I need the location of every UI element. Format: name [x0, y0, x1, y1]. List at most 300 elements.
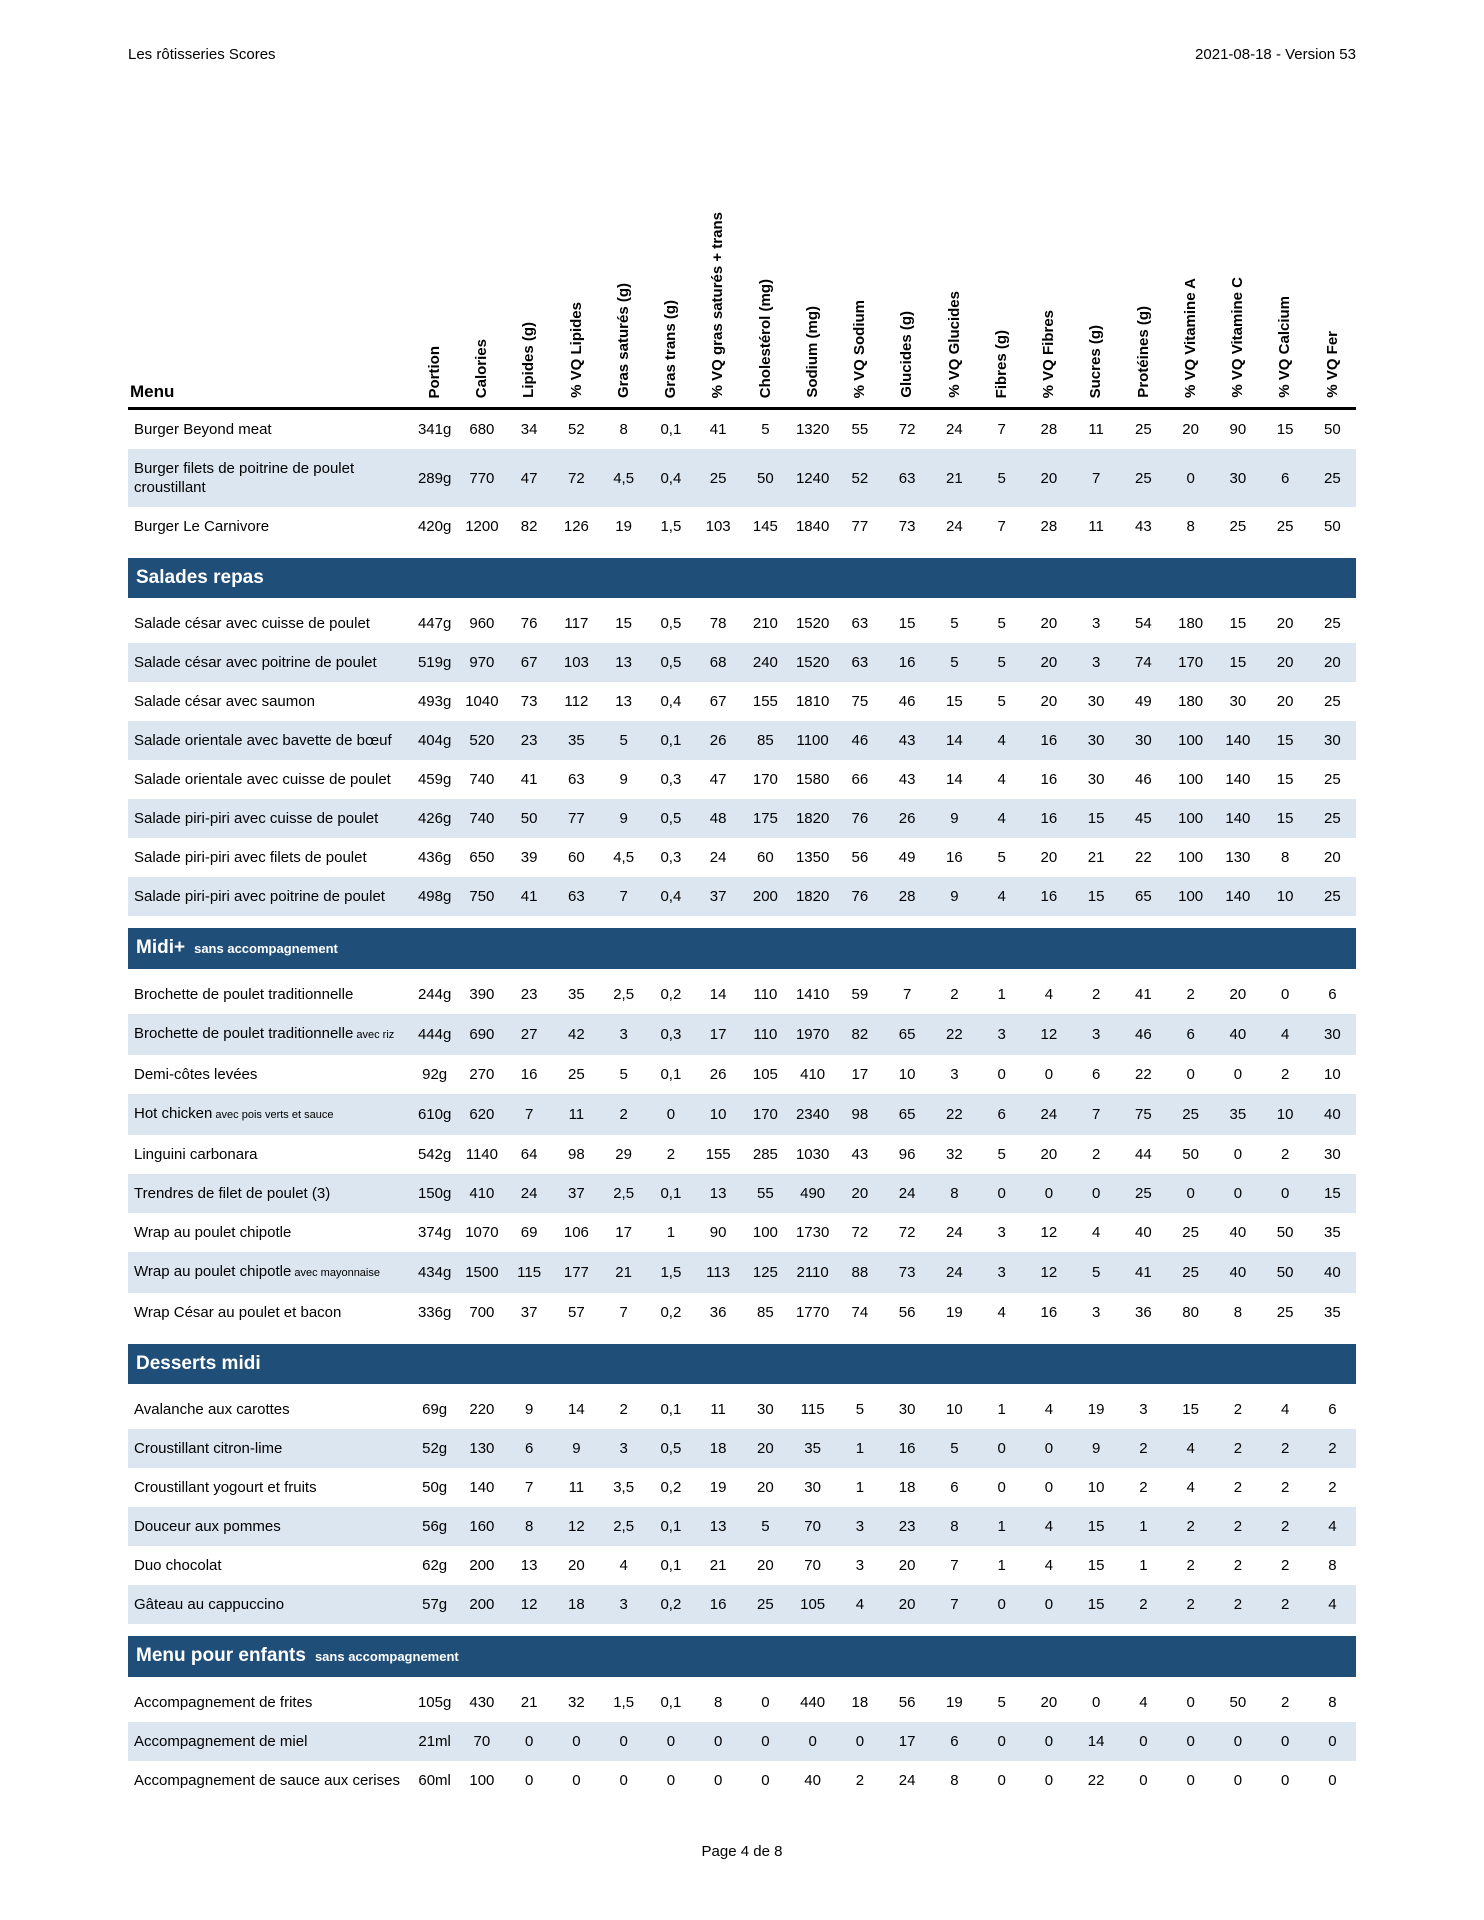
value-cell: 55	[851, 421, 869, 438]
value-cell: 21	[931, 449, 978, 507]
value-cell: 2	[600, 1094, 647, 1135]
value-cell: 4	[978, 721, 1025, 760]
value-cell: 6	[931, 1722, 978, 1761]
value-cell: 220	[469, 1401, 495, 1418]
value-cell: 80	[1182, 1304, 1199, 1321]
value-cell: 5	[761, 421, 770, 438]
value-cell: 7	[902, 986, 912, 1003]
value-cell: 0,1	[647, 1507, 694, 1546]
value-cell: 447g	[417, 615, 452, 632]
value-cell: 1100	[789, 721, 836, 760]
value-cell: 1	[666, 1224, 676, 1241]
value-cell: 14	[568, 1401, 585, 1418]
value-cell: 2	[1214, 1429, 1261, 1468]
value-cell: 28	[1040, 518, 1058, 535]
value-cell: 374g	[417, 1224, 452, 1241]
value-cell: 0	[1280, 986, 1290, 1003]
page-number: Page 4 de 8	[701, 1843, 783, 1860]
column-header: Sucres (g)	[1073, 130, 1120, 409]
value-cell: 2	[1309, 1429, 1356, 1468]
value-cell: 14	[946, 771, 963, 788]
value-cell: 19	[1087, 1401, 1105, 1418]
value-cell: 2	[1214, 1507, 1261, 1546]
value-cell: 0	[600, 1722, 647, 1761]
value-cell: 140	[1225, 771, 1251, 788]
value-cell: 6	[978, 1094, 1025, 1135]
menu-item-name: Avalanche aux carottes	[134, 1401, 290, 1418]
value-cell: 24	[506, 1174, 553, 1213]
value-cell: 50	[1324, 421, 1341, 438]
value-cell: 100	[1167, 799, 1214, 838]
value-cell: 19	[615, 518, 632, 535]
value-cell: 130	[458, 1429, 505, 1468]
value-cell: 50	[742, 449, 789, 507]
table-row	[128, 972, 1356, 1014]
value-cell: 3	[1073, 1014, 1120, 1055]
value-cell: 0	[713, 1772, 723, 1789]
value-cell: 20	[1025, 643, 1072, 682]
value-cell: 2	[1120, 1429, 1167, 1468]
value-cell: 15	[1276, 771, 1294, 788]
menu-item-name: Accompagnement de frites	[134, 1694, 313, 1711]
menu-item-name: Hot chicken avec pois verts et sauce	[128, 1094, 411, 1135]
value-cell: 76	[836, 799, 883, 838]
value-cell: 22	[1135, 849, 1152, 866]
value-cell: 1320	[795, 421, 830, 438]
value-cell: 7	[950, 1557, 959, 1574]
value-cell: 4	[1044, 986, 1054, 1003]
value-cell: 145	[752, 518, 778, 535]
value-cell: 37	[553, 1174, 600, 1213]
value-cell: 270	[469, 1066, 495, 1083]
table-row	[128, 760, 1356, 799]
value-cell: 43	[851, 1146, 869, 1163]
value-cell: 0	[1328, 1772, 1337, 1789]
value-cell: 410	[800, 1066, 826, 1083]
value-cell: 0	[1120, 1722, 1167, 1761]
value-cell: 13	[615, 693, 632, 710]
value-cell: 6	[506, 1429, 553, 1468]
value-cell: 67	[506, 643, 553, 682]
value-cell: 4	[1280, 1401, 1290, 1418]
value-cell: 0	[1214, 1174, 1261, 1213]
value-cell: 0	[742, 1722, 789, 1761]
value-cell: 54	[1135, 615, 1152, 632]
value-cell: 1500	[458, 1252, 505, 1293]
menu-item-name: Salade césar avec cuisse de poulet	[134, 615, 370, 632]
value-cell: 32	[568, 1694, 585, 1711]
table-row	[128, 1055, 1356, 1094]
value-cell: 177	[553, 1252, 600, 1293]
value-cell: 40	[1135, 1224, 1152, 1241]
value-cell: 140	[1214, 799, 1261, 838]
value-cell: 0	[553, 1722, 600, 1761]
value-cell: 1520	[789, 643, 836, 682]
value-cell: 9	[600, 799, 647, 838]
column-header: % VQ Calcium	[1262, 130, 1309, 409]
value-cell: 2	[1214, 1585, 1261, 1630]
value-cell: 37	[520, 1304, 538, 1321]
value-cell: 1200	[465, 518, 499, 535]
value-cell: 1240	[789, 449, 836, 507]
column-header: % VQ Fer	[1309, 130, 1356, 409]
table-row	[128, 1094, 1356, 1135]
section-title	[128, 1630, 1356, 1680]
value-cell: 40	[1229, 1224, 1247, 1241]
value-cell: 0	[647, 1722, 694, 1761]
value-cell: 20	[1040, 693, 1058, 710]
value-cell: 25	[1324, 771, 1341, 788]
value-cell: 30	[1309, 721, 1356, 760]
value-cell: 49	[1135, 693, 1152, 710]
value-cell: 60ml	[418, 1772, 451, 1789]
value-cell: 0,5	[647, 643, 694, 682]
value-cell: 11	[710, 1401, 726, 1418]
value-cell: 35	[568, 986, 585, 1003]
value-cell: 72	[898, 421, 916, 438]
value-cell: 5	[950, 615, 959, 632]
value-cell: 19	[946, 1694, 963, 1711]
value-cell: 75	[851, 693, 869, 710]
value-cell: 620	[458, 1094, 505, 1135]
table-row	[128, 1213, 1356, 1252]
value-cell: 12	[1025, 1014, 1072, 1055]
value-cell: 24	[709, 849, 727, 866]
value-cell: 73	[898, 518, 916, 535]
value-cell: 160	[458, 1507, 505, 1546]
value-cell: 100	[1167, 721, 1214, 760]
value-cell: 2	[1233, 1401, 1243, 1418]
value-cell: 0,4	[647, 449, 694, 507]
value-cell: 52	[568, 421, 585, 438]
section-header-row	[128, 922, 1356, 972]
value-cell: 0	[836, 1722, 883, 1761]
value-cell: 289g	[411, 449, 458, 507]
value-cell: 36	[709, 1304, 727, 1321]
value-cell: 23	[884, 1507, 931, 1546]
value-cell: 140	[1214, 877, 1261, 922]
value-cell: 110	[753, 986, 778, 1003]
value-cell: 21	[600, 1252, 647, 1293]
value-cell: 85	[742, 721, 789, 760]
value-cell: 15	[1073, 799, 1120, 838]
value-cell: 125	[742, 1252, 789, 1293]
value-cell: 44	[1135, 1146, 1152, 1163]
value-cell: 0	[997, 1772, 1006, 1789]
value-cell: 20	[568, 1557, 585, 1574]
value-cell: 2	[1280, 1146, 1290, 1163]
value-cell: 2	[1233, 1479, 1243, 1496]
value-cell: 0	[1167, 1174, 1214, 1213]
value-cell: 46	[1120, 1014, 1167, 1055]
value-cell: 200	[469, 1557, 495, 1574]
value-cell: 2	[1186, 1557, 1195, 1574]
value-cell: 90	[709, 1224, 727, 1241]
value-cell: 4,5	[600, 449, 647, 507]
value-cell: 4	[1044, 1401, 1054, 1418]
section-title	[128, 552, 1356, 601]
menu-item-name: Salade césar avec poitrine de poulet	[128, 643, 411, 682]
value-cell: 5	[742, 1507, 789, 1546]
value-cell: 8	[1233, 1304, 1243, 1321]
value-cell: 6	[1262, 449, 1309, 507]
value-cell: 1	[997, 1401, 1006, 1418]
value-cell: 0	[997, 1479, 1006, 1496]
value-cell: 0,2	[660, 1304, 682, 1321]
value-cell: 2	[1280, 1066, 1290, 1083]
value-cell: 50g	[422, 1479, 448, 1496]
value-cell: 9	[1073, 1429, 1120, 1468]
value-cell: 0,5	[647, 799, 694, 838]
value-cell: 1	[997, 986, 1006, 1003]
column-header: % VQ Glucides	[931, 130, 978, 409]
value-cell: 0	[647, 1094, 694, 1135]
value-cell: 0	[1044, 1066, 1054, 1083]
value-cell: 15	[898, 615, 916, 632]
value-cell: 16	[1025, 877, 1072, 922]
value-cell: 17	[615, 1224, 632, 1241]
value-cell: 2	[1186, 986, 1195, 1003]
value-cell: 55	[742, 1174, 789, 1213]
value-cell: 46	[898, 693, 916, 710]
value-cell: 14	[931, 721, 978, 760]
value-cell: 25	[1309, 449, 1356, 507]
value-cell: 0,3	[647, 1014, 694, 1055]
value-cell: 28	[884, 877, 931, 922]
value-cell: 0	[1025, 1585, 1072, 1630]
value-cell: 1970	[789, 1014, 836, 1055]
value-cell: 103	[553, 643, 600, 682]
value-cell: 105	[752, 1066, 778, 1083]
column-header: Lipides (g)	[506, 130, 553, 409]
value-cell: 24	[946, 421, 963, 438]
value-cell: 5	[997, 1146, 1006, 1163]
value-cell: 170	[1167, 643, 1214, 682]
value-cell: 0	[1186, 1772, 1195, 1789]
value-cell: 1140	[465, 1146, 498, 1163]
value-cell: 50	[1276, 1224, 1294, 1241]
value-cell: 30	[1120, 721, 1167, 760]
value-cell: 73	[884, 1252, 931, 1293]
value-cell: 24	[1025, 1094, 1072, 1135]
menu-item-name: Burger filets de poitrine de poulet croustillant	[128, 449, 411, 507]
value-cell: 20	[1324, 849, 1341, 866]
value-cell: 30	[804, 1479, 821, 1496]
value-cell: 22	[1087, 1772, 1105, 1789]
value-cell: 2	[855, 1772, 865, 1789]
value-cell: 117	[564, 615, 589, 632]
value-cell: 50	[506, 799, 553, 838]
value-cell: 426g	[411, 799, 458, 838]
value-cell: 69g	[422, 1401, 448, 1418]
value-cell: 30	[1073, 721, 1120, 760]
value-cell: 0,4	[647, 877, 694, 922]
value-cell: 76	[836, 877, 883, 922]
value-cell: 22	[931, 1014, 978, 1055]
value-cell: 610g	[411, 1094, 458, 1135]
table-row	[128, 1135, 1356, 1174]
section-header-row	[128, 1338, 1356, 1387]
value-cell: 24	[946, 1224, 963, 1241]
value-cell: 444g	[411, 1014, 458, 1055]
column-header: % VQ Vitamine C	[1214, 130, 1261, 409]
value-cell: 20	[1262, 643, 1309, 682]
value-cell: 106	[563, 1224, 589, 1241]
value-cell: 4	[1309, 1507, 1356, 1546]
value-cell: 98	[568, 1146, 585, 1163]
value-cell: 140	[1214, 721, 1261, 760]
column-header: Glucides (g)	[884, 130, 931, 409]
value-cell: 2340	[789, 1094, 836, 1135]
value-cell: 25	[568, 1066, 585, 1083]
value-cell: 0	[572, 1772, 581, 1789]
value-cell: 700	[469, 1304, 495, 1321]
menu-item-name-suffix: avec pois verts et sauce	[212, 1109, 334, 1121]
value-cell: 520	[458, 721, 505, 760]
document-version: 2021-08-18 - Version 53	[1195, 46, 1356, 63]
value-cell: 5	[978, 643, 1025, 682]
value-cell: 15	[1073, 1507, 1120, 1546]
value-cell: 9	[553, 1429, 600, 1468]
value-cell: 43	[1135, 518, 1152, 535]
value-cell: 8	[1280, 849, 1290, 866]
value-cell: 5	[997, 849, 1006, 866]
value-cell: 0	[1167, 449, 1214, 507]
value-cell: 0,5	[660, 615, 682, 632]
value-cell: 1410	[795, 986, 830, 1003]
value-cell: 15	[1073, 1585, 1120, 1630]
value-cell: 3	[1091, 1304, 1101, 1321]
value-cell: 0	[1280, 1772, 1290, 1789]
value-cell: 10	[1262, 1094, 1309, 1135]
menu-item-name-suffix: avec mayonnaise	[291, 1267, 380, 1279]
value-cell: 4	[1025, 1507, 1072, 1546]
value-cell: 390	[469, 986, 495, 1003]
value-cell: 25	[1324, 615, 1341, 632]
value-cell: 16	[1025, 799, 1072, 838]
value-cell: 0	[1186, 1694, 1195, 1711]
value-cell: 41	[1120, 1252, 1167, 1293]
value-cell: 16	[1040, 1304, 1058, 1321]
value-cell: 0,3	[660, 771, 682, 788]
value-cell: 750	[458, 877, 505, 922]
value-cell: 70	[804, 1557, 821, 1574]
value-cell: 40	[1214, 1252, 1261, 1293]
value-cell: 1030	[795, 1146, 830, 1163]
menu-item-name: Croustillant yogourt et fruits	[134, 1479, 317, 1496]
section-subtitle-text: sans accompagnement	[314, 1649, 459, 1664]
value-cell: 542g	[417, 1146, 452, 1163]
menu-item-name: Duo chocolat	[134, 1557, 222, 1574]
value-cell: 6	[1167, 1014, 1214, 1055]
value-cell: 23	[520, 986, 538, 1003]
value-cell: 8	[931, 1507, 978, 1546]
value-cell: 70	[458, 1722, 505, 1761]
value-cell: 0	[761, 1772, 770, 1789]
value-cell: 19	[709, 1479, 727, 1496]
value-cell: 50	[1262, 1252, 1309, 1293]
menu-item-name: Demi-côtes levées	[134, 1066, 258, 1083]
value-cell: 11	[568, 1479, 585, 1496]
value-cell: 4	[1091, 1224, 1101, 1241]
value-cell: 180	[1178, 693, 1204, 710]
value-cell: 5	[997, 615, 1006, 632]
value-cell: 105	[789, 1585, 836, 1630]
value-cell: 13	[695, 1174, 742, 1213]
value-cell: 52	[836, 449, 883, 507]
value-cell: 25	[1229, 518, 1247, 535]
value-cell: 41	[506, 877, 553, 922]
table-row	[128, 507, 1356, 552]
value-cell: 6	[1328, 986, 1337, 1003]
value-cell: 100	[752, 1224, 778, 1241]
menu-item-name: Gâteau au cappuccino	[128, 1585, 411, 1630]
value-cell: 112	[564, 693, 589, 710]
menu-item-name: Salade orientale avec bavette de bœuf	[128, 721, 411, 760]
value-cell: 150g	[411, 1174, 458, 1213]
value-cell: 21ml	[411, 1722, 458, 1761]
value-cell: 72	[898, 1224, 916, 1241]
value-cell: 2	[1262, 1585, 1309, 1630]
value-cell: 4	[1044, 1557, 1054, 1574]
value-cell: 25	[1309, 877, 1356, 922]
value-cell: 15	[1087, 1557, 1105, 1574]
value-cell: 74	[851, 1304, 869, 1321]
value-cell: 50	[1182, 1146, 1199, 1163]
value-cell: 2	[1262, 1507, 1309, 1546]
nutrition-table	[128, 130, 1356, 1800]
value-cell: 15	[1182, 1401, 1199, 1418]
value-cell: 22	[931, 1094, 978, 1135]
value-cell: 56	[898, 1304, 916, 1321]
menu-item-name: Croustillant citron-lime	[128, 1429, 411, 1468]
value-cell: 21	[520, 1694, 538, 1711]
value-cell: 63	[553, 877, 600, 922]
value-cell: 0	[1262, 1722, 1309, 1761]
section-title-text: Menu pour enfants	[136, 1645, 306, 1666]
value-cell: 126	[563, 518, 589, 535]
column-header: Gras trans (g)	[647, 130, 694, 409]
table-row	[128, 799, 1356, 838]
value-cell: 63	[884, 449, 931, 507]
value-cell: 650	[469, 849, 495, 866]
value-cell: 40	[1309, 1094, 1356, 1135]
value-cell: 2	[1120, 1585, 1167, 1630]
value-cell: 100	[1178, 849, 1204, 866]
value-cell: 0	[619, 1772, 628, 1789]
value-cell: 20	[1040, 615, 1058, 632]
value-cell: 0	[1262, 1174, 1309, 1213]
value-cell: 5	[997, 1694, 1006, 1711]
value-cell: 41	[520, 771, 538, 788]
table-row	[128, 1585, 1356, 1630]
menu-item-name: Burger Le Carnivore	[134, 518, 270, 535]
value-cell: 341g	[417, 421, 452, 438]
value-cell: 50	[1324, 518, 1341, 535]
value-cell: 336g	[417, 1304, 452, 1321]
value-cell: 240	[742, 643, 789, 682]
value-cell: 3	[600, 1429, 647, 1468]
value-cell: 1,5	[660, 518, 682, 535]
value-cell: 16	[1040, 771, 1058, 788]
value-cell: 2	[1328, 1479, 1337, 1496]
value-cell: 430	[469, 1694, 495, 1711]
value-cell: 404g	[411, 721, 458, 760]
value-cell: 0	[1186, 1066, 1195, 1083]
value-cell: 60	[568, 849, 585, 866]
value-cell: 50	[1229, 1694, 1247, 1711]
table-row	[128, 449, 1356, 507]
